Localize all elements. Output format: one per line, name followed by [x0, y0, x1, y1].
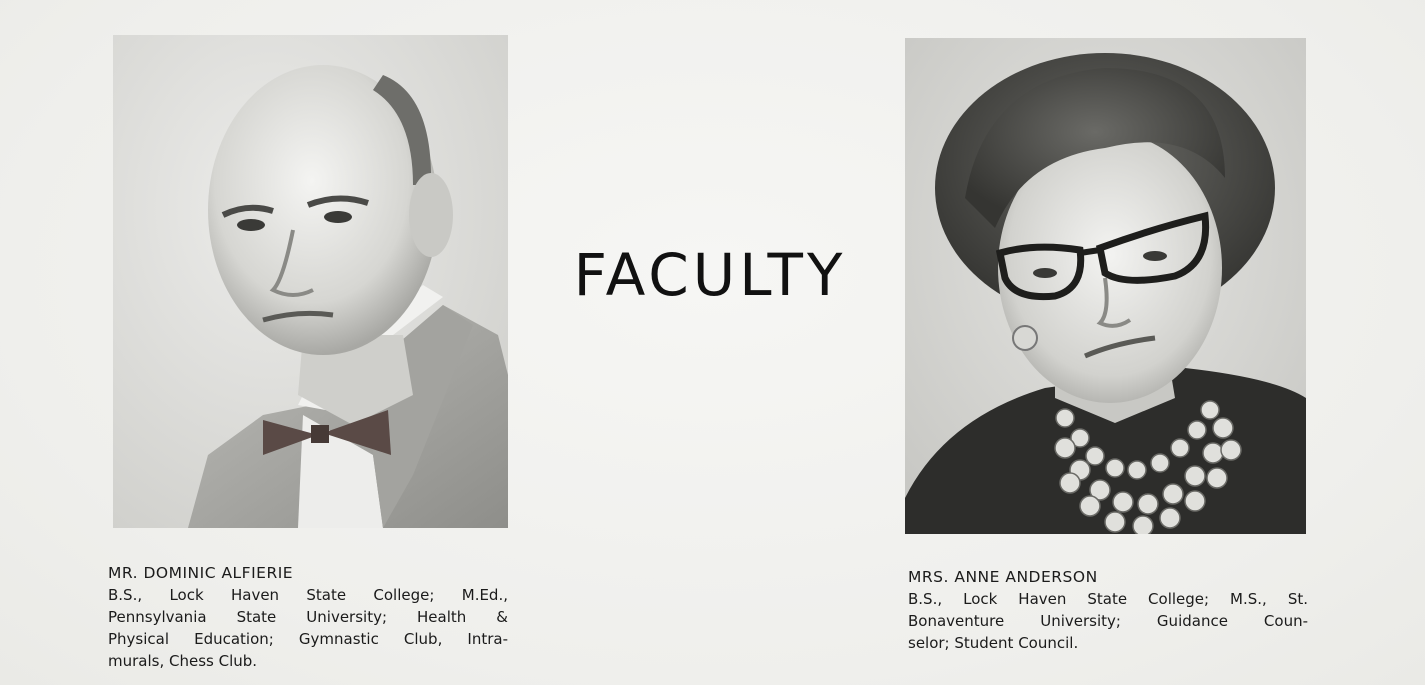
- faculty-caption-anne-anderson: [908, 566, 1308, 654]
- faculty-name: MRS. ANNE ANDERSON: [908, 568, 1098, 586]
- faculty-caption-dominic-alfierie: [108, 562, 508, 672]
- faculty-credentials-line: B.S., Lock Haven State College; M.Ed.,: [108, 586, 508, 604]
- faculty-credentials-line: murals, Chess Club.: [108, 652, 258, 670]
- portrait-photo-anne-anderson: [905, 38, 1306, 534]
- faculty-name: MR. DOMINIC ALFIERIE: [108, 564, 294, 582]
- faculty-credentials-line: Pennsylvania State University; Health &: [108, 608, 508, 626]
- faculty-credentials-line: Bonaventure University; Guidance Coun-: [908, 612, 1308, 630]
- page-title: FACULTY: [573, 241, 847, 309]
- portrait-photo-dominic-alfierie: [113, 35, 508, 528]
- faculty-credentials-line: B.S., Lock Haven State College; M.S., St.: [908, 590, 1308, 608]
- portrait-man-graphic: [113, 35, 508, 528]
- faculty-credentials-line: selor; Student Council.: [908, 634, 1079, 652]
- faculty-credentials-line: Physical Education; Gymnastic Club, Intra-: [108, 630, 508, 648]
- portrait-woman-graphic: [905, 38, 1306, 534]
